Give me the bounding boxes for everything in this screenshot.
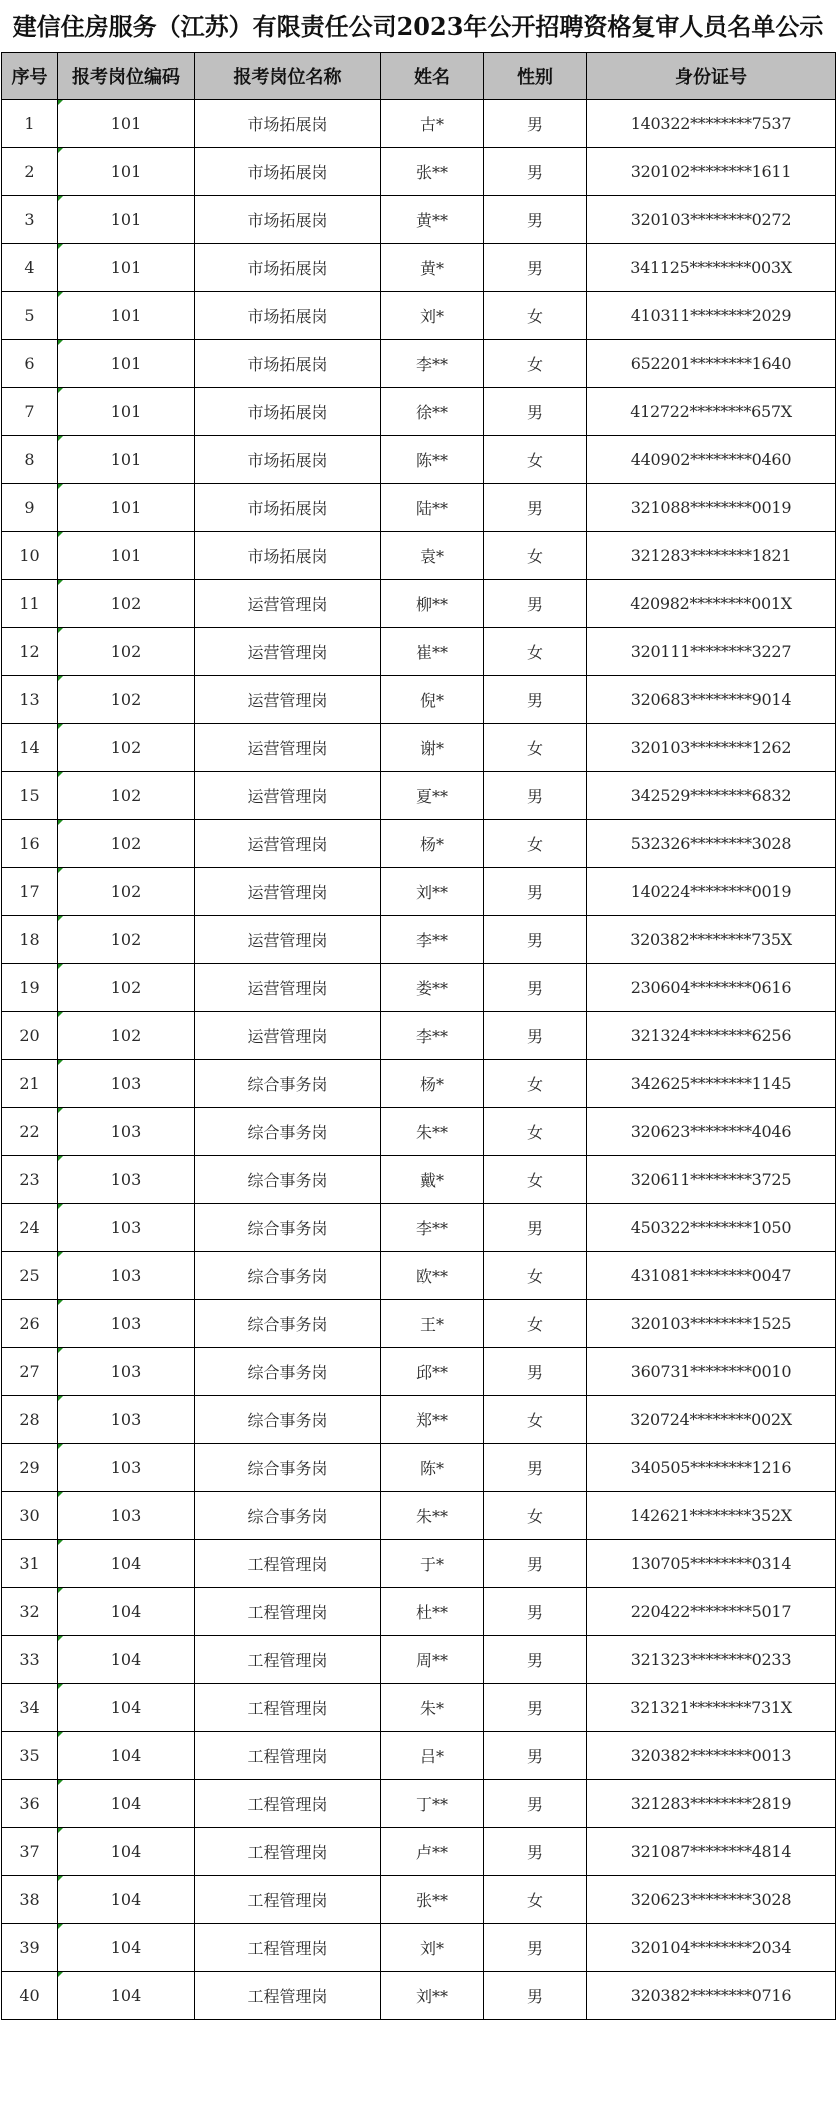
cell-position-code: 101 <box>58 532 195 580</box>
cell-seq: 40 <box>2 1972 58 2020</box>
cell-position-code: 102 <box>58 868 195 916</box>
cell-name: 夏** <box>381 772 484 820</box>
cell-id-number: 420982********001X <box>587 580 836 628</box>
cell-position-name: 综合事务岗 <box>195 1300 381 1348</box>
cell-position-code: 102 <box>58 676 195 724</box>
cell-gender: 男 <box>484 1012 587 1060</box>
cell-position-name: 工程管理岗 <box>195 1540 381 1588</box>
cell-id-number: 320683********9014 <box>587 676 836 724</box>
cell-name: 陈* <box>381 1444 484 1492</box>
cell-seq: 3 <box>2 196 58 244</box>
table-row <box>2 1348 836 1396</box>
cell-gender: 男 <box>484 100 587 148</box>
cell-seq: 39 <box>2 1924 58 1972</box>
cell-position-code: 103 <box>58 1060 195 1108</box>
cell-gender: 男 <box>484 1924 587 1972</box>
cell-gender: 男 <box>484 244 587 292</box>
cell-position-code: 104 <box>58 1588 195 1636</box>
cell-gender: 男 <box>484 1828 587 1876</box>
cell-name: 陆** <box>381 484 484 532</box>
cell-id-number: 342529********6832 <box>587 772 836 820</box>
cell-seq: 8 <box>2 436 58 484</box>
cell-id-number: 320724********002X <box>587 1396 836 1444</box>
table-row <box>2 628 836 676</box>
header-position-name: 报考岗位名称 <box>195 53 381 100</box>
cell-position-name: 市场拓展岗 <box>195 340 381 388</box>
cell-seq: 34 <box>2 1684 58 1732</box>
cell-gender: 女 <box>484 1300 587 1348</box>
cell-name: 李** <box>381 340 484 388</box>
cell-gender: 男 <box>484 1540 587 1588</box>
cell-name: 娄** <box>381 964 484 1012</box>
cell-seq: 17 <box>2 868 58 916</box>
cell-id-number: 220422********5017 <box>587 1588 836 1636</box>
cell-id-number: 321321********731X <box>587 1684 836 1732</box>
cell-position-code: 104 <box>58 1540 195 1588</box>
cell-id-number: 320382********0716 <box>587 1972 836 2020</box>
cell-gender: 男 <box>484 772 587 820</box>
cell-gender: 男 <box>484 868 587 916</box>
header-id-number: 身份证号 <box>587 53 836 100</box>
cell-position-name: 工程管理岗 <box>195 1636 381 1684</box>
cell-position-code: 102 <box>58 916 195 964</box>
cell-position-name: 工程管理岗 <box>195 1732 381 1780</box>
cell-id-number: 320103********1525 <box>587 1300 836 1348</box>
table-row <box>2 292 836 340</box>
cell-name: 倪* <box>381 676 484 724</box>
cell-position-name: 工程管理岗 <box>195 1780 381 1828</box>
cell-name: 于* <box>381 1540 484 1588</box>
cell-position-code: 103 <box>58 1300 195 1348</box>
cell-seq: 11 <box>2 580 58 628</box>
cell-seq: 26 <box>2 1300 58 1348</box>
header-seq: 序号 <box>2 53 58 100</box>
table-row <box>2 1012 836 1060</box>
table-row <box>2 340 836 388</box>
cell-gender: 男 <box>484 388 587 436</box>
cell-gender: 女 <box>484 628 587 676</box>
cell-position-name: 工程管理岗 <box>195 1684 381 1732</box>
table-row <box>2 772 836 820</box>
cell-gender: 男 <box>484 1204 587 1252</box>
cell-id-number: 360731********0010 <box>587 1348 836 1396</box>
cell-id-number: 321087********4814 <box>587 1828 836 1876</box>
cell-gender: 男 <box>484 1732 587 1780</box>
cell-position-name: 运营管理岗 <box>195 868 381 916</box>
table-row <box>2 1108 836 1156</box>
cell-id-number: 130705********0314 <box>587 1540 836 1588</box>
table-row <box>2 244 836 292</box>
cell-position-name: 工程管理岗 <box>195 1876 381 1924</box>
cell-position-name: 综合事务岗 <box>195 1444 381 1492</box>
cell-position-name: 综合事务岗 <box>195 1348 381 1396</box>
cell-name: 崔** <box>381 628 484 676</box>
cell-id-number: 320623********4046 <box>587 1108 836 1156</box>
cell-position-code: 103 <box>58 1492 195 1540</box>
cell-id-number: 321324********6256 <box>587 1012 836 1060</box>
cell-seq: 30 <box>2 1492 58 1540</box>
cell-id-number: 321088********0019 <box>587 484 836 532</box>
cell-position-name: 市场拓展岗 <box>195 244 381 292</box>
cell-name: 杨* <box>381 820 484 868</box>
cell-id-number: 320102********1611 <box>587 148 836 196</box>
cell-seq: 13 <box>2 676 58 724</box>
table-row <box>2 1492 836 1540</box>
table-row <box>2 1972 836 2020</box>
table-row <box>2 1444 836 1492</box>
cell-position-code: 101 <box>58 148 195 196</box>
cell-seq: 15 <box>2 772 58 820</box>
cell-gender: 男 <box>484 964 587 1012</box>
cell-position-code: 103 <box>58 1396 195 1444</box>
cell-position-name: 市场拓展岗 <box>195 532 381 580</box>
cell-position-code: 104 <box>58 1876 195 1924</box>
cell-name: 刘* <box>381 292 484 340</box>
cell-name: 李** <box>381 1204 484 1252</box>
cell-name: 周** <box>381 1636 484 1684</box>
cell-gender: 女 <box>484 436 587 484</box>
cell-gender: 女 <box>484 1252 587 1300</box>
cell-position-name: 综合事务岗 <box>195 1060 381 1108</box>
cell-position-name: 运营管理岗 <box>195 772 381 820</box>
cell-gender: 女 <box>484 1060 587 1108</box>
table-row <box>2 436 836 484</box>
cell-position-name: 运营管理岗 <box>195 676 381 724</box>
cell-position-code: 104 <box>58 1684 195 1732</box>
cell-name: 王* <box>381 1300 484 1348</box>
cell-position-code: 104 <box>58 1636 195 1684</box>
cell-id-number: 320382********735X <box>587 916 836 964</box>
cell-seq: 31 <box>2 1540 58 1588</box>
cell-name: 张** <box>381 148 484 196</box>
cell-id-number: 340505********1216 <box>587 1444 836 1492</box>
cell-seq: 29 <box>2 1444 58 1492</box>
cell-seq: 24 <box>2 1204 58 1252</box>
cell-gender: 男 <box>484 1972 587 2020</box>
cell-id-number: 412722********657X <box>587 388 836 436</box>
cell-position-name: 运营管理岗 <box>195 628 381 676</box>
cell-position-name: 运营管理岗 <box>195 964 381 1012</box>
cell-position-code: 101 <box>58 196 195 244</box>
cell-position-code: 103 <box>58 1108 195 1156</box>
cell-gender: 女 <box>484 340 587 388</box>
cell-seq: 2 <box>2 148 58 196</box>
cell-id-number: 140224********0019 <box>587 868 836 916</box>
cell-id-number: 450322********1050 <box>587 1204 836 1252</box>
cell-name: 邱** <box>381 1348 484 1396</box>
cell-gender: 女 <box>484 532 587 580</box>
cell-id-number: 320382********0013 <box>587 1732 836 1780</box>
table-row <box>2 148 836 196</box>
cell-position-name: 市场拓展岗 <box>195 292 381 340</box>
cell-gender: 女 <box>484 1108 587 1156</box>
cell-id-number: 321323********0233 <box>587 1636 836 1684</box>
cell-seq: 5 <box>2 292 58 340</box>
cell-gender: 女 <box>484 1492 587 1540</box>
cell-position-code: 102 <box>58 628 195 676</box>
cell-name: 吕* <box>381 1732 484 1780</box>
cell-name: 徐** <box>381 388 484 436</box>
cell-id-number: 320104********2034 <box>587 1924 836 1972</box>
cell-id-number: 532326********3028 <box>587 820 836 868</box>
cell-position-code: 101 <box>58 388 195 436</box>
cell-position-code: 102 <box>58 1012 195 1060</box>
cell-seq: 20 <box>2 1012 58 1060</box>
table-row <box>2 1780 836 1828</box>
cell-seq: 4 <box>2 244 58 292</box>
header-position-code: 报考岗位编码 <box>58 53 195 100</box>
cell-name: 朱* <box>381 1684 484 1732</box>
page-title: 建信住房服务（江苏）有限责任公司2023年公开招聘资格复审人员名单公示 <box>12 12 824 41</box>
cell-position-code: 101 <box>58 340 195 388</box>
cell-position-name: 市场拓展岗 <box>195 436 381 484</box>
cell-seq: 21 <box>2 1060 58 1108</box>
cell-seq: 27 <box>2 1348 58 1396</box>
table-row <box>2 1732 836 1780</box>
cell-id-number: 342625********1145 <box>587 1060 836 1108</box>
cell-name: 黄* <box>381 244 484 292</box>
cell-seq: 35 <box>2 1732 58 1780</box>
cell-position-code: 103 <box>58 1204 195 1252</box>
header-gender: 性别 <box>484 53 587 100</box>
cell-name: 刘** <box>381 1972 484 2020</box>
cell-gender: 男 <box>484 1636 587 1684</box>
cell-name: 李** <box>381 1012 484 1060</box>
table-row <box>2 484 836 532</box>
cell-position-code: 104 <box>58 1780 195 1828</box>
cell-id-number: 320611********3725 <box>587 1156 836 1204</box>
cell-seq: 18 <box>2 916 58 964</box>
cell-gender: 女 <box>484 1396 587 1444</box>
cell-position-code: 101 <box>58 484 195 532</box>
cell-position-code: 101 <box>58 292 195 340</box>
cell-name: 卢** <box>381 1828 484 1876</box>
cell-seq: 22 <box>2 1108 58 1156</box>
cell-seq: 23 <box>2 1156 58 1204</box>
table-row <box>2 1924 836 1972</box>
cell-seq: 19 <box>2 964 58 1012</box>
cell-position-code: 102 <box>58 820 195 868</box>
cell-gender: 女 <box>484 724 587 772</box>
cell-position-code: 101 <box>58 436 195 484</box>
cell-seq: 36 <box>2 1780 58 1828</box>
cell-position-code: 104 <box>58 1924 195 1972</box>
cell-gender: 男 <box>484 148 587 196</box>
table-row <box>2 1876 836 1924</box>
table-row <box>2 868 836 916</box>
cell-position-name: 工程管理岗 <box>195 1924 381 1972</box>
cell-gender: 男 <box>484 1684 587 1732</box>
cell-position-name: 运营管理岗 <box>195 1012 381 1060</box>
cell-position-code: 103 <box>58 1348 195 1396</box>
cell-seq: 12 <box>2 628 58 676</box>
cell-seq: 33 <box>2 1636 58 1684</box>
cell-position-name: 工程管理岗 <box>195 1972 381 2020</box>
table-row <box>2 1540 836 1588</box>
cell-id-number: 230604********0616 <box>587 964 836 1012</box>
cell-name: 黄** <box>381 196 484 244</box>
cell-id-number: 320103********1262 <box>587 724 836 772</box>
cell-id-number: 440902********0460 <box>587 436 836 484</box>
cell-gender: 男 <box>484 676 587 724</box>
cell-position-code: 104 <box>58 1828 195 1876</box>
table-row <box>2 964 836 1012</box>
cell-gender: 男 <box>484 1444 587 1492</box>
table-row <box>2 532 836 580</box>
cell-id-number: 321283********1821 <box>587 532 836 580</box>
cell-name: 郑** <box>381 1396 484 1444</box>
cell-gender: 男 <box>484 916 587 964</box>
cell-gender: 男 <box>484 1780 587 1828</box>
cell-name: 袁* <box>381 532 484 580</box>
cell-name: 朱** <box>381 1108 484 1156</box>
cell-seq: 38 <box>2 1876 58 1924</box>
table-row <box>2 388 836 436</box>
cell-position-name: 市场拓展岗 <box>195 484 381 532</box>
cell-name: 陈** <box>381 436 484 484</box>
table-row <box>2 1684 836 1732</box>
cell-name: 杜** <box>381 1588 484 1636</box>
cell-id-number: 410311********2029 <box>587 292 836 340</box>
cell-name: 戴* <box>381 1156 484 1204</box>
cell-seq: 28 <box>2 1396 58 1444</box>
cell-gender: 女 <box>484 292 587 340</box>
cell-id-number: 431081********0047 <box>587 1252 836 1300</box>
cell-position-code: 102 <box>58 772 195 820</box>
cell-position-name: 市场拓展岗 <box>195 100 381 148</box>
table-row <box>2 1828 836 1876</box>
table-header-row <box>2 53 836 100</box>
table-row <box>2 820 836 868</box>
cell-position-code: 104 <box>58 1732 195 1780</box>
table-body <box>2 100 836 2020</box>
cell-position-code: 102 <box>58 964 195 1012</box>
cell-position-name: 综合事务岗 <box>195 1252 381 1300</box>
table-row <box>2 196 836 244</box>
table-row <box>2 1588 836 1636</box>
table-row <box>2 1156 836 1204</box>
cell-position-code: 103 <box>58 1444 195 1492</box>
cell-gender: 男 <box>484 484 587 532</box>
cell-seq: 1 <box>2 100 58 148</box>
cell-position-name: 综合事务岗 <box>195 1108 381 1156</box>
cell-name: 刘** <box>381 868 484 916</box>
table-row <box>2 1060 836 1108</box>
candidate-roster-table <box>1 52 836 2020</box>
cell-position-name: 综合事务岗 <box>195 1396 381 1444</box>
cell-gender: 男 <box>484 1348 587 1396</box>
cell-id-number: 321283********2819 <box>587 1780 836 1828</box>
cell-position-name: 市场拓展岗 <box>195 148 381 196</box>
cell-gender: 女 <box>484 1156 587 1204</box>
cell-name: 柳** <box>381 580 484 628</box>
table-row <box>2 580 836 628</box>
cell-position-name: 工程管理岗 <box>195 1588 381 1636</box>
cell-name: 杨* <box>381 1060 484 1108</box>
cell-position-name: 综合事务岗 <box>195 1204 381 1252</box>
cell-id-number: 320103********0272 <box>587 196 836 244</box>
table-row <box>2 676 836 724</box>
cell-name: 刘* <box>381 1924 484 1972</box>
table-row <box>2 724 836 772</box>
cell-id-number: 140322********7537 <box>587 100 836 148</box>
cell-seq: 32 <box>2 1588 58 1636</box>
cell-name: 张** <box>381 1876 484 1924</box>
header-name: 姓名 <box>381 53 484 100</box>
table-row <box>2 100 836 148</box>
cell-position-name: 运营管理岗 <box>195 580 381 628</box>
cell-position-name: 运营管理岗 <box>195 820 381 868</box>
cell-position-name: 综合事务岗 <box>195 1156 381 1204</box>
cell-seq: 6 <box>2 340 58 388</box>
cell-position-name: 市场拓展岗 <box>195 388 381 436</box>
cell-id-number: 652201********1640 <box>587 340 836 388</box>
cell-gender: 男 <box>484 580 587 628</box>
table-row <box>2 1300 836 1348</box>
cell-id-number: 320623********3028 <box>587 1876 836 1924</box>
cell-seq: 7 <box>2 388 58 436</box>
cell-position-name: 综合事务岗 <box>195 1492 381 1540</box>
cell-gender: 女 <box>484 820 587 868</box>
cell-name: 谢* <box>381 724 484 772</box>
cell-seq: 10 <box>2 532 58 580</box>
cell-seq: 37 <box>2 1828 58 1876</box>
cell-position-name: 运营管理岗 <box>195 916 381 964</box>
cell-position-code: 101 <box>58 244 195 292</box>
cell-id-number: 341125********003X <box>587 244 836 292</box>
cell-name: 李** <box>381 916 484 964</box>
cell-seq: 14 <box>2 724 58 772</box>
cell-position-code: 101 <box>58 100 195 148</box>
cell-position-code: 103 <box>58 1156 195 1204</box>
cell-position-name: 工程管理岗 <box>195 1828 381 1876</box>
cell-gender: 男 <box>484 196 587 244</box>
cell-name: 欧** <box>381 1252 484 1300</box>
cell-position-name: 运营管理岗 <box>195 724 381 772</box>
cell-seq: 25 <box>2 1252 58 1300</box>
table-row <box>2 1636 836 1684</box>
table-row <box>2 1204 836 1252</box>
cell-gender: 女 <box>484 1876 587 1924</box>
cell-seq: 9 <box>2 484 58 532</box>
cell-gender: 男 <box>484 1588 587 1636</box>
cell-position-code: 103 <box>58 1252 195 1300</box>
cell-name: 朱** <box>381 1492 484 1540</box>
cell-position-code: 102 <box>58 724 195 772</box>
table-row <box>2 1396 836 1444</box>
cell-id-number: 320111********3227 <box>587 628 836 676</box>
cell-position-code: 102 <box>58 580 195 628</box>
cell-position-name: 市场拓展岗 <box>195 196 381 244</box>
cell-id-number: 142621********352X <box>587 1492 836 1540</box>
cell-position-code: 104 <box>58 1972 195 2020</box>
table-row <box>2 916 836 964</box>
table-row <box>2 1252 836 1300</box>
cell-seq: 16 <box>2 820 58 868</box>
cell-name: 丁** <box>381 1780 484 1828</box>
cell-name: 古* <box>381 100 484 148</box>
